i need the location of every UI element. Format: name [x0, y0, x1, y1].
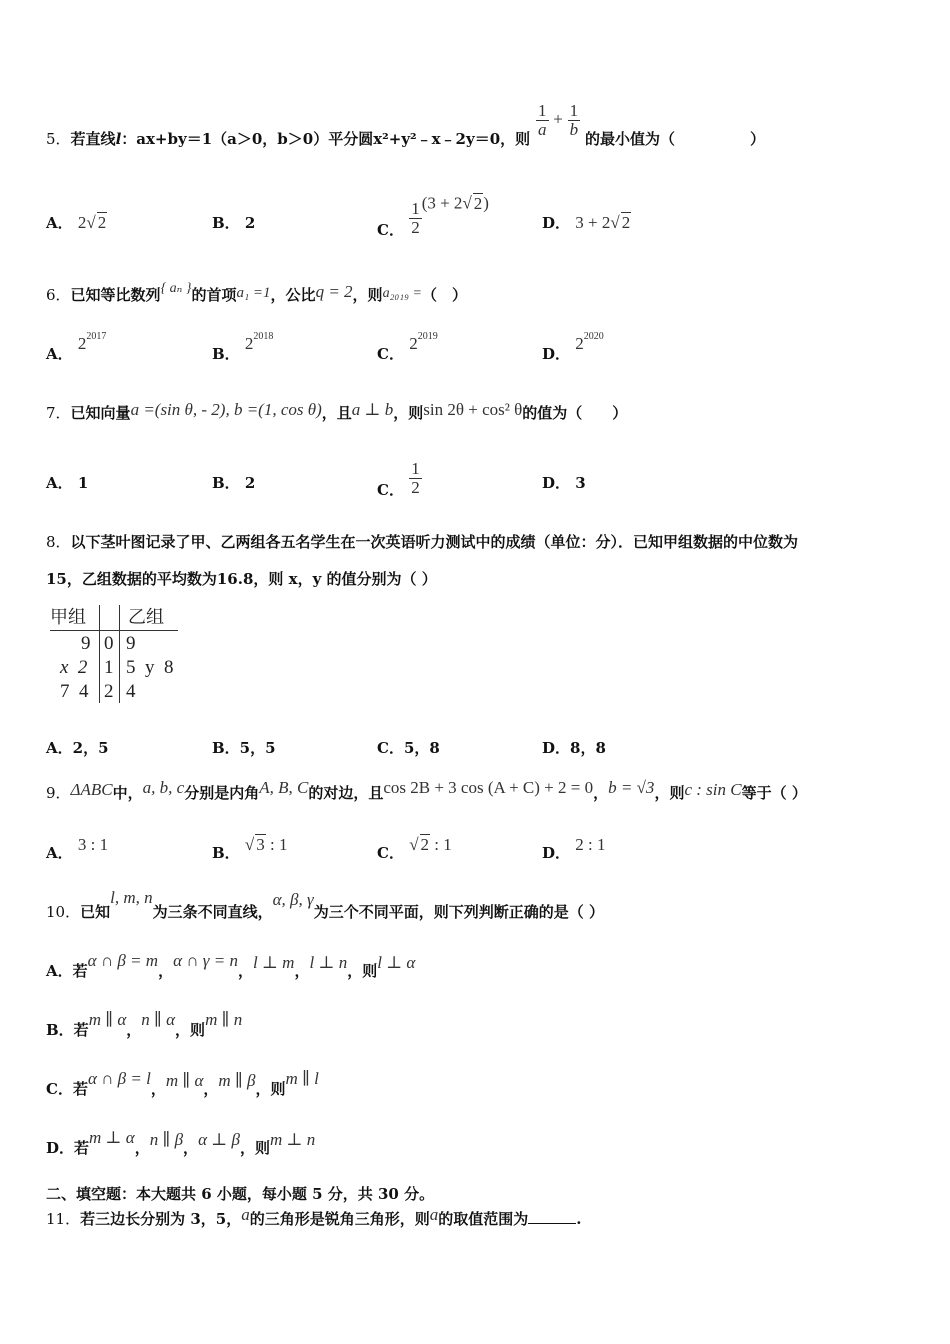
question-10: 10．已知l, m, n为三条不同直线，α, β, γ为三个不同平面，则下列判断正确的是（ ） [46, 888, 604, 921]
fraction-1-over-b: $\frac{1}{b}$ [569, 101, 579, 139]
q5-option-b[interactable]: B． 2 [212, 214, 256, 232]
q10-option-a[interactable]: A．若α ∩ β = m，α ∩ γ = n，l ⊥ m，l ⊥ n，则l ⊥ α [46, 951, 416, 980]
q9-option-a[interactable]: A． 3 : 1 [46, 835, 109, 862]
question-number: 5． [46, 130, 71, 148]
question-9: 9．ΔABC中，a, b, c分别是内角A, B, C的对边，且cos 2B + 3 cos (A + C) + 2 = 0，b = √3，则c : sin C等于（ ） [46, 778, 807, 802]
row-3-right: 4 [126, 681, 136, 702]
row-2-stem: 1 [104, 657, 114, 678]
q6-option-a[interactable]: A． $2^{2017}$ [46, 331, 107, 363]
q9-option-c[interactable]: C． √ 2 : 1 [377, 835, 452, 862]
q6-option-d[interactable]: D． $2^{2020}$ [542, 331, 604, 363]
q6-option-c[interactable]: C． $2^{2019}$ [377, 331, 438, 363]
header-rule [50, 630, 178, 631]
stem-leaf-plot [48, 603, 182, 703]
row-2-right: 5 y 8 [126, 657, 174, 678]
q9-option-d[interactable]: D． 2 : 1 [542, 835, 606, 862]
row-1-right: 9 [126, 633, 136, 654]
q10-option-c[interactable]: C．若α ∩ β = l，m ∥ α，m ∥ β，则m ∥ l [46, 1069, 319, 1098]
q5-option-a[interactable]: A． 2√ 2 [46, 213, 107, 232]
q10-option-d[interactable]: D．若m ⊥ α，n ∥ β，α ⊥ β，则m ⊥ n [46, 1128, 316, 1157]
q7-option-c[interactable]: C． $\frac{1}{2}$ [377, 459, 420, 499]
q5-suffix: 的最小值为（ ） [585, 130, 766, 148]
fraction-1-over-a: $\frac{1}{a}$ [538, 101, 547, 139]
question-11: 11．若三边长分别为 3，5，a的三角形是锐角三角形，则a的取值范围为 . [46, 1205, 582, 1228]
q5-fraction-expression: $\frac{1}{a}$ + $\frac{1}{b}$ [538, 101, 579, 139]
row-2-left: x 2 [60, 657, 88, 678]
question-5: 5．若直线l：ax+by＝1（a＞0，b＞0）平分圆x²+y²﹣x﹣2y＝0，则 [46, 130, 531, 148]
row-3-stem: 2 [104, 681, 114, 702]
q7-option-a[interactable]: A． 1 [46, 474, 89, 492]
q9-option-b[interactable]: B． √ 3 : 1 [212, 835, 288, 862]
q7-option-b[interactable]: B． 2 [212, 474, 256, 492]
left-group-header: 甲组 [50, 607, 86, 628]
row-3-left: 7 4 [60, 681, 89, 702]
q10-option-b[interactable]: B．若m ∥ α，n ∥ α，则m ∥ n [46, 1010, 243, 1039]
row-1-left: 9 [81, 633, 91, 654]
q8-option-d[interactable]: D．8，8 [542, 739, 606, 757]
q7-option-d[interactable]: D． 3 [542, 474, 586, 492]
q8-option-b[interactable]: B．5，5 [212, 739, 276, 757]
stem-right-rule [119, 605, 120, 703]
q5-option-c[interactable]: C． $\frac{1}{2}$ (3 + 2√ 2) [377, 193, 489, 239]
stem-left-rule [99, 605, 100, 703]
q6-option-b[interactable]: B． $2^{2018}$ [212, 331, 274, 363]
question-7: 7．已知向量a =(sin θ, - 2), b =(1, cos θ)，且a ⊥ b，则sin 2θ + cos² θ的值为（ ） [46, 400, 628, 422]
section-2-heading: 二、填空题：本大题共 6 小题，每小题 5 分，共 30 分。 [46, 1185, 435, 1203]
question-8-line-2: 15，乙组数据的平均数为16.8，则 x，y 的值分别为（ ） [46, 570, 437, 588]
q8-option-a[interactable]: A．2，5 [46, 739, 109, 757]
question-6: 6．已知等比数列{ aₙ }的首项a₁ =1，公比q = 2，则a₂₀₁₉ =（ ） [46, 281, 467, 304]
answer-blank[interactable] [528, 1209, 576, 1224]
question-8-line-1: 8．以下茎叶图记录了甲、乙两组各五名学生在一次英语听力测试中的成绩（单位：分）．已知甲组数据的中位数为 [46, 533, 799, 551]
q8-option-c[interactable]: C．5，8 [377, 739, 440, 757]
row-1-stem: 0 [104, 633, 114, 654]
q5-option-d[interactable]: D． 3 + 2√ 2 [542, 213, 631, 232]
right-group-header: 乙组 [128, 607, 164, 628]
